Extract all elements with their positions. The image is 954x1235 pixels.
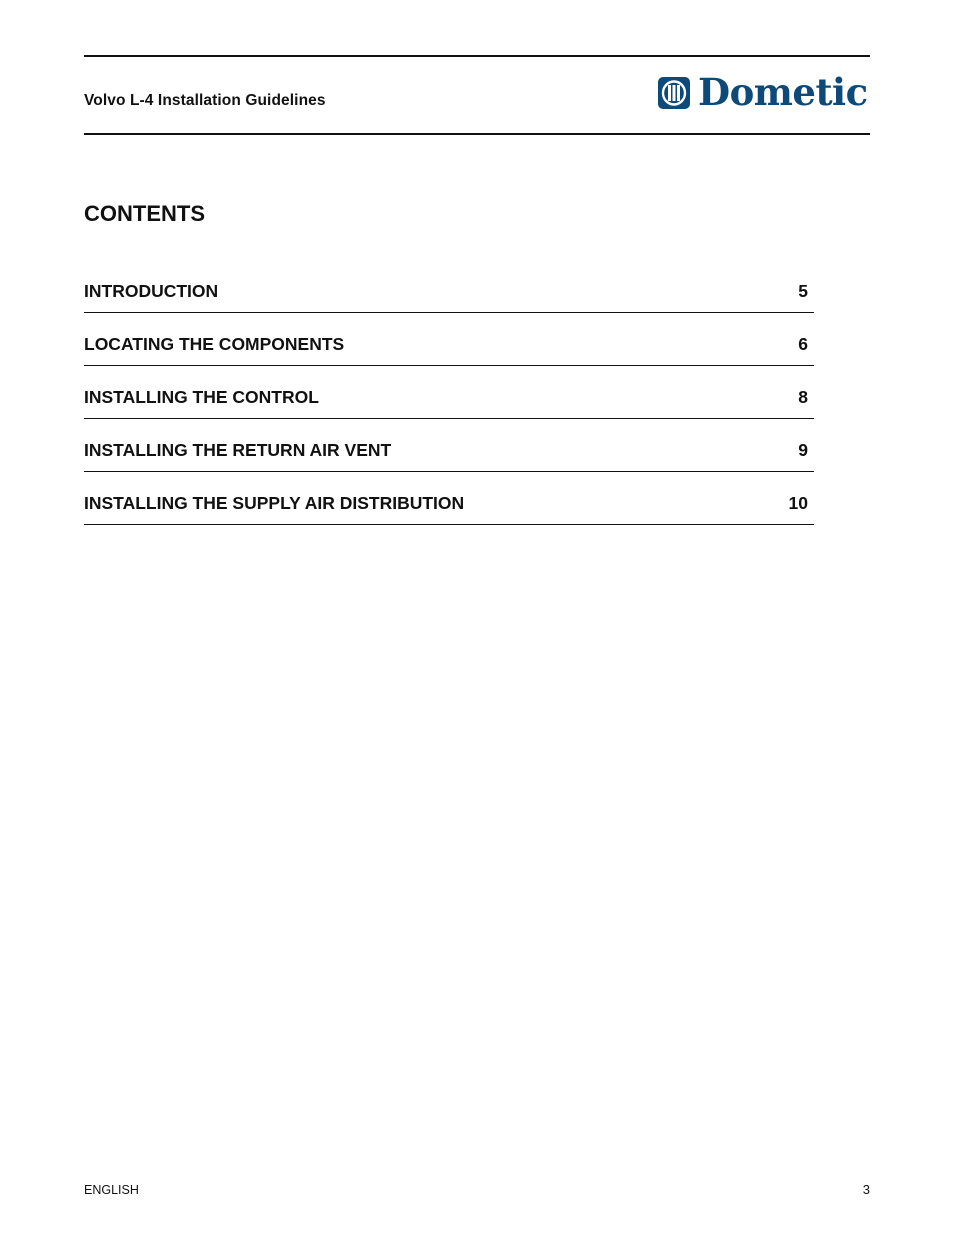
dometic-logo	[658, 70, 868, 114]
contents-heading: CONTENTS	[84, 201, 205, 226]
toc-entry-page: 5	[798, 281, 808, 301]
dometic-emblem-icon	[658, 77, 690, 109]
toc-entry-title: INSTALLING THE RETURN AIR VENT	[84, 440, 392, 460]
toc-entry-page: 6	[798, 334, 808, 354]
toc-entry-title: LOCATING THE COMPONENTS	[84, 334, 345, 354]
footer-page-number: 3	[862, 1182, 870, 1197]
toc-entry-page: 9	[798, 440, 808, 460]
toc-entry-installing-supply-air-distribution[interactable]	[84, 472, 814, 525]
toc-entry-title: INTRODUCTION	[84, 281, 219, 301]
toc-entry-introduction[interactable]	[84, 260, 814, 313]
toc-entry-installing-return-air-vent[interactable]	[84, 419, 814, 472]
toc-entry-installing-control[interactable]	[84, 366, 814, 419]
toc-entry-title: INSTALLING THE SUPPLY AIR DISTRIBUTION	[84, 493, 465, 513]
toc-entry-page: 10	[788, 493, 808, 513]
toc-entry-page: 8	[798, 387, 808, 407]
logo-wordmark: Dometic	[698, 70, 868, 114]
toc-entry-locating-components[interactable]	[84, 313, 814, 366]
header-top-rule	[84, 55, 870, 57]
toc-entry-title: INSTALLING THE CONTROL	[84, 387, 319, 407]
header-bottom-rule	[84, 133, 870, 135]
document-title: Volvo L-4 Installation Guidelines	[84, 92, 326, 109]
table-of-contents	[84, 260, 814, 525]
footer-language: ENGLISH	[84, 1183, 139, 1197]
